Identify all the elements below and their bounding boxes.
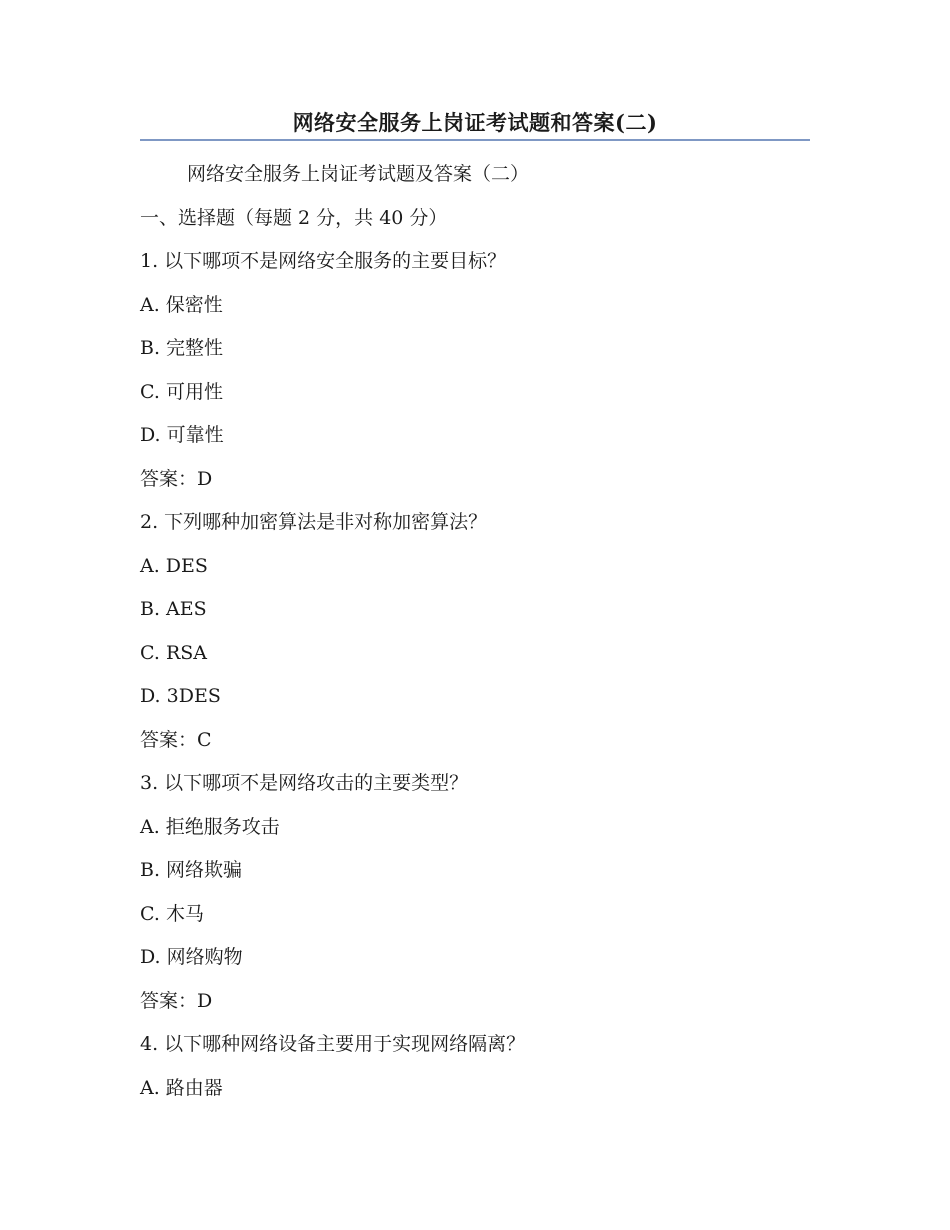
question-1-answer: 答案：D [140,467,213,490]
question-3-option-c: C. 木马 [140,902,204,925]
question-3-option-b: B. 网络欺骗 [140,859,243,881]
question-3-option-a: A. 拒绝服务攻击 [140,815,280,838]
question-1: 1. 以下哪项不是网络安全服务的主要目标？ [140,250,507,272]
question-1-option-c: C. 可用性 [140,380,223,403]
question-2-option-b: B. AES [140,598,207,620]
question-2-option-d: D. 3DES [140,685,221,707]
question-3: 3. 以下哪项不是网络攻击的主要类型？ [140,772,469,794]
question-3-option-d: D. 网络购物 [140,946,243,968]
document-body [140,158,810,1115]
question-2-option-a: A. DES [140,554,208,577]
question-1-option-d: D. 可靠性 [140,424,224,446]
question-2-option-c: C. RSA [140,641,207,664]
question-1-option-b: B. 完整性 [140,337,224,359]
question-2: 2. 下列哪种加密算法是非对称加密算法？ [140,511,488,533]
question-4: 4. 以下哪种网络设备主要用于实现网络隔离？ [140,1033,526,1055]
question-4-option-a: A. 路由器 [140,1076,223,1099]
document-title: 网络安全服务上岗证考试题和答案(二) [292,110,658,135]
question-3-answer: 答案：D [140,989,213,1012]
question-1-option-a: A. 保密性 [140,293,223,316]
question-2-answer: 答案：C [140,728,212,751]
section-heading: 一、选择题（每题 2 分，共 40 分） [140,206,448,229]
subtitle-line: 网络安全服务上岗证考试题及答案（二） [187,163,530,185]
title-underline [140,139,810,141]
